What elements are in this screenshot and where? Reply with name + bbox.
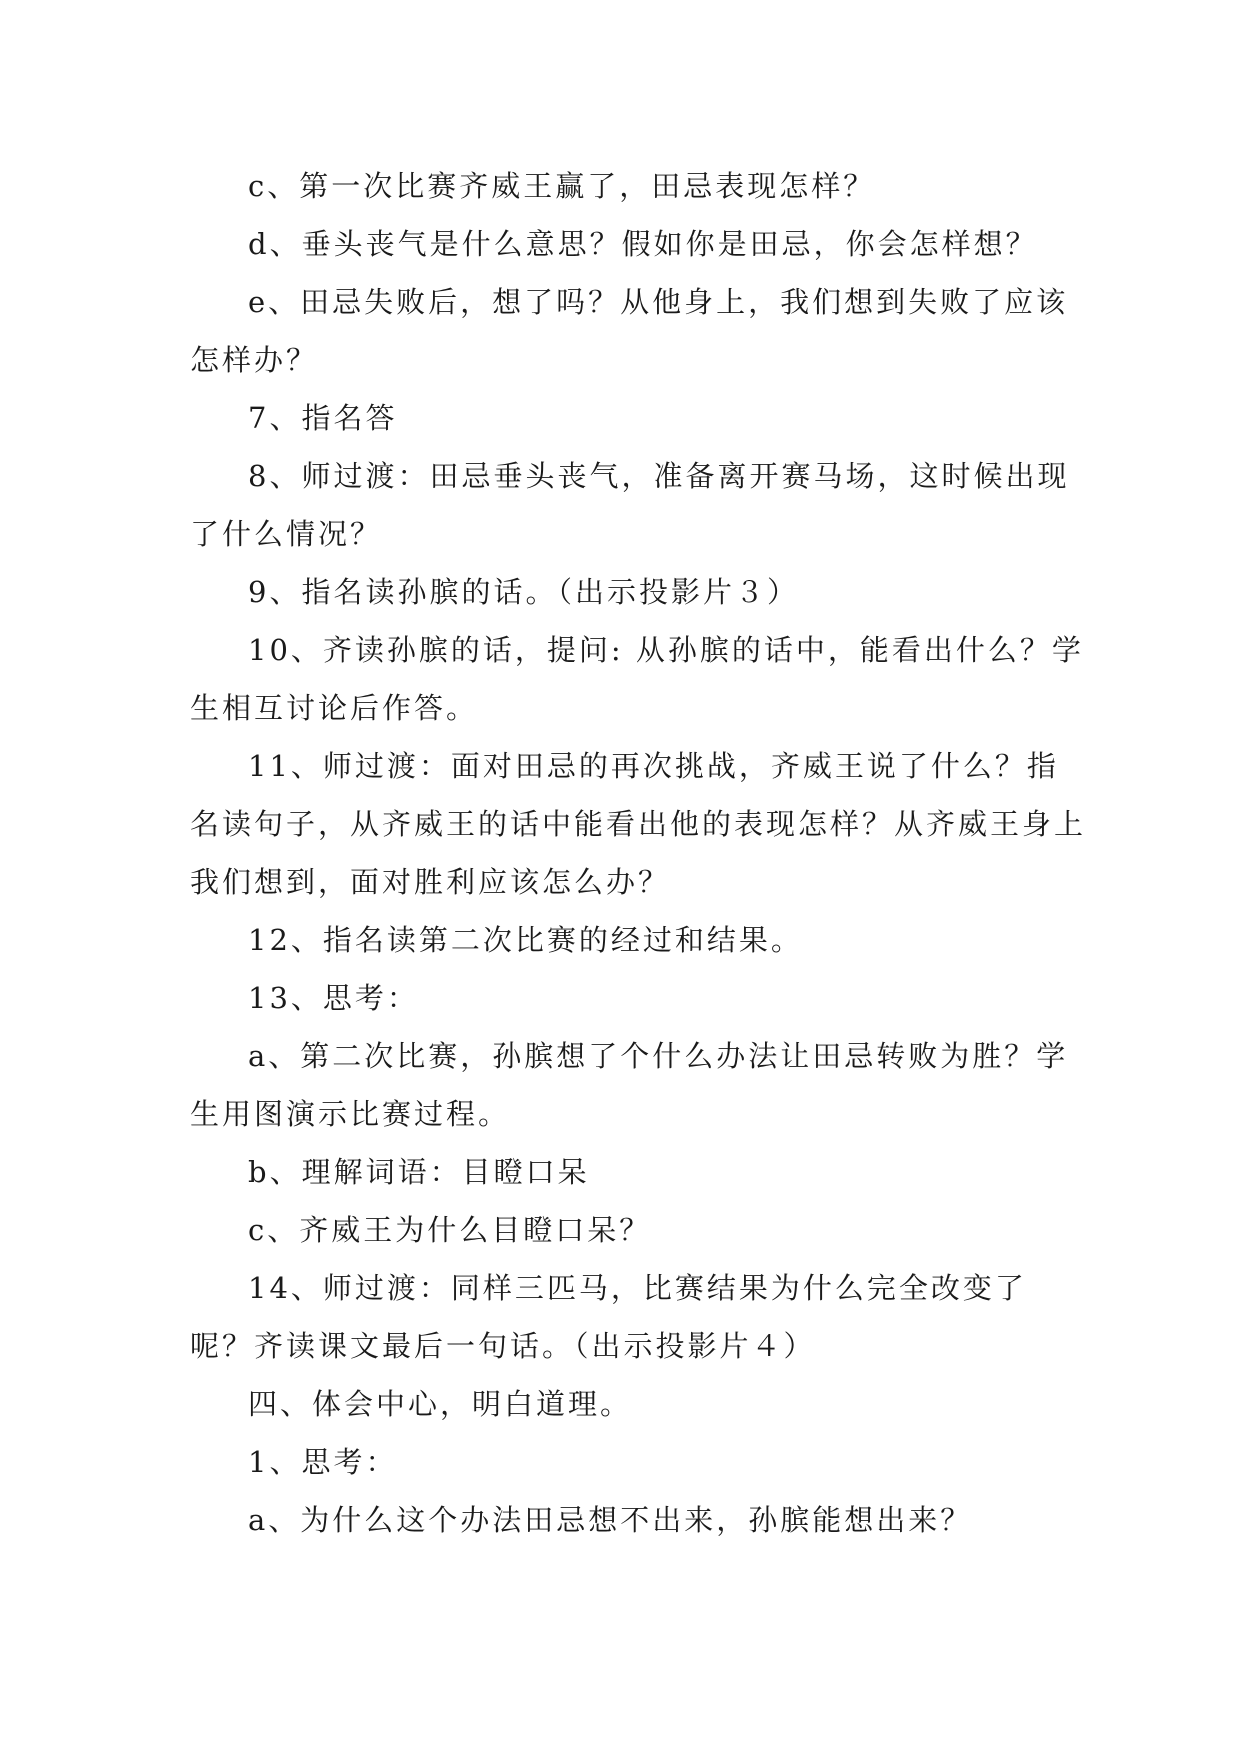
paragraph: d、垂头丧气是什么意思？假如你是田忌，你会怎样想？: [248, 227, 1038, 261]
paragraph: 1、思考：: [248, 1445, 398, 1479]
paragraph: 8、师过渡：田忌垂头丧气，准备离开赛马场，这时候出现了什么情况？: [190, 459, 1070, 551]
paragraph: 四、体会中心，明白道理。: [248, 1387, 633, 1421]
paragraph: 9、指名读孙膑的话。（出示投影片３）: [248, 575, 799, 609]
paragraph: 11、师过渡：面对田忌的再次挑战，齐威王说了什么？指名读句子，从齐威王的话中能看出他的表现怎样？从齐威王身上我们想到，面对胜利应该怎么办？: [190, 749, 1087, 899]
paragraph: 14、师过渡：同样三匹马，比赛结果为什么完全改变了呢？齐读课文最后一句话。（出示投影片４）: [190, 1271, 1027, 1363]
paragraph: c、齐威王为什么目瞪口呆？: [248, 1213, 652, 1247]
paragraph: a、第二次比赛，孙膑想了个什么办法让田忌转败为胜？学生用图演示比赛过程。: [190, 1039, 1069, 1131]
paragraph: e、田忌失败后，想了吗？从他身上，我们想到失败了应该怎样办？: [190, 285, 1069, 377]
document-body: [190, 157, 1090, 1549]
paragraph: 13、思考：: [248, 981, 419, 1015]
paragraph: b、理解词语：目瞪口呆: [248, 1155, 590, 1189]
paragraph: 7、指名答: [248, 401, 398, 435]
paragraph: 10、齐读孙膑的话，提问: 从孙膑的话中，能看出什么？学生相互讨论后作答。: [190, 633, 1084, 725]
paragraph: 12、指名读第二次比赛的经过和结果。: [248, 923, 803, 957]
paragraph: c、第一次比赛齐威王赢了，田忌表现怎样？: [248, 169, 876, 203]
paragraph: a、为什么这个办法田忌想不出来，孙膑能想出来？: [248, 1503, 973, 1537]
